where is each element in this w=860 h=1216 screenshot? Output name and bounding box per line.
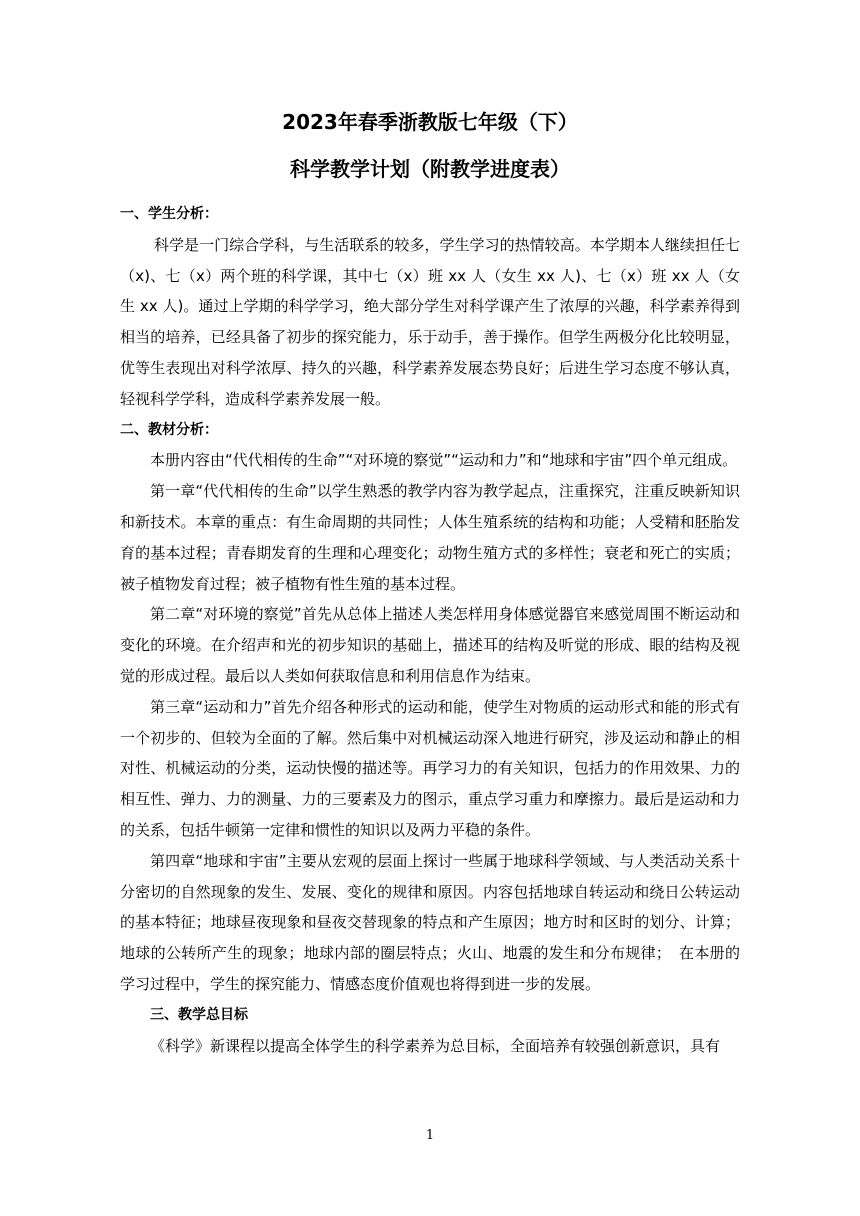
- page-number: 1: [425, 1128, 435, 1143]
- document-title-line1: 2023年春季浙教版七年级（下）: [282, 110, 578, 134]
- paragraph-chapter3: 第三章“运动和力”首先介绍各种形式的运动和能，使学生对物质的运动形式和能的形式有一个初步的、但较为全面的了解。然后集中对机械运动深入地进行研究，涉及运动和静止的相对性、机械运动的分类，运动快慢的描述等。再学习力的有关知识，包括力的作用效果、力的相互性、弹力、力的测量、力的三要素及力的图示，重点学习重力和摩擦力。最后是运动和力的关系，包括牛顿第一定律和惯性的知识以及两力平稳的条件。: [120, 697, 740, 839]
- section-heading-textbook-analysis: 二、教材分析：: [120, 421, 218, 438]
- document-title-line2: 科学教学计划（附教学进度表）: [290, 157, 570, 181]
- paragraph-chapter1: 第一章“代代相传的生命”以学生熟悉的教学内容为教学起点，注重探究，注重反映新知识和新技术。本章的重点：有生命周期的共同性；人体生殖系统的结构和功能；人受精和胚胎发育的基本过程；青春期发育的生理和心理变化；动物生殖方式的多样性；衰老和死亡的实质；被子植物发育过程；被子植物有性生殖的基本过程。: [120, 482, 740, 593]
- section-heading-student-analysis: 一、学生分析：: [120, 206, 218, 222]
- document-body: [120, 199, 740, 1061]
- section-heading-teaching-goals: 三、教学总目标: [150, 1006, 248, 1023]
- paragraph-goal-intro: 《科学》新课程以提高全体学生的科学素养为总目标，全面培养有较强创新意识，具有: [150, 1036, 721, 1055]
- paragraph-chapter2: 第二章“对环境的察觉”首先从总体上描述人类怎样用身体感觉器官来感觉周围不断运动和变化的环境。在介绍声和光的初步知识的基础上，描述耳的结构及听觉的形成、眼的结构及视觉的形成过程。最后以人类如何获取信息和利用信息作为结束。: [120, 605, 740, 685]
- paragraph-student-analysis: 科学是一门综合学科，与生活联系的较多，学生学习的热情较高。本学期本人继续担任七（x)、七（x）两个班的科学课，其中七（x）班 xx 人（女生 xx 人)、七（x）班 xx 人（女生 xx 人)。通过上学期的科学学习，绝大部分学生对科学课产生了浓厚的兴趣，科学素养得到相当的培养，已经具备了初步的探究能力，乐于动手，善于操作。但学生两极分化比较明显，优等生表现出对科学浓厚、持久的兴趣，科学素养发展态势良好；后进生学习态度不够认真，轻视科学学科，造成科学素养发展一般。: [120, 235, 740, 408]
- paragraph-chapter4: 第四章“地球和宇宙”主要从宏观的层面上探讨一些属于地球科学领域、与人类活动关系十分密切的自然现象的发生、发展、变化的规律和原因。内容包括地球自转运动和绕日公转运动的基本特征；地球昼夜现象和昼夜交替现象的特点和产生原因；地方时和区时的划分、计算；地球的公转所产生的现象；地球内部的圈层特点；火山、地震的发生和分布规律； 在本册的学习过程中，学生的探究能力、情感态度价值观也将得到进一步的发展。: [120, 851, 740, 993]
- paragraph-textbook-intro: 本册内容由“代代相传的生命”“对环境的察觉”“运动和力”和“地球和宇宙”四个单元组成。: [150, 451, 738, 470]
